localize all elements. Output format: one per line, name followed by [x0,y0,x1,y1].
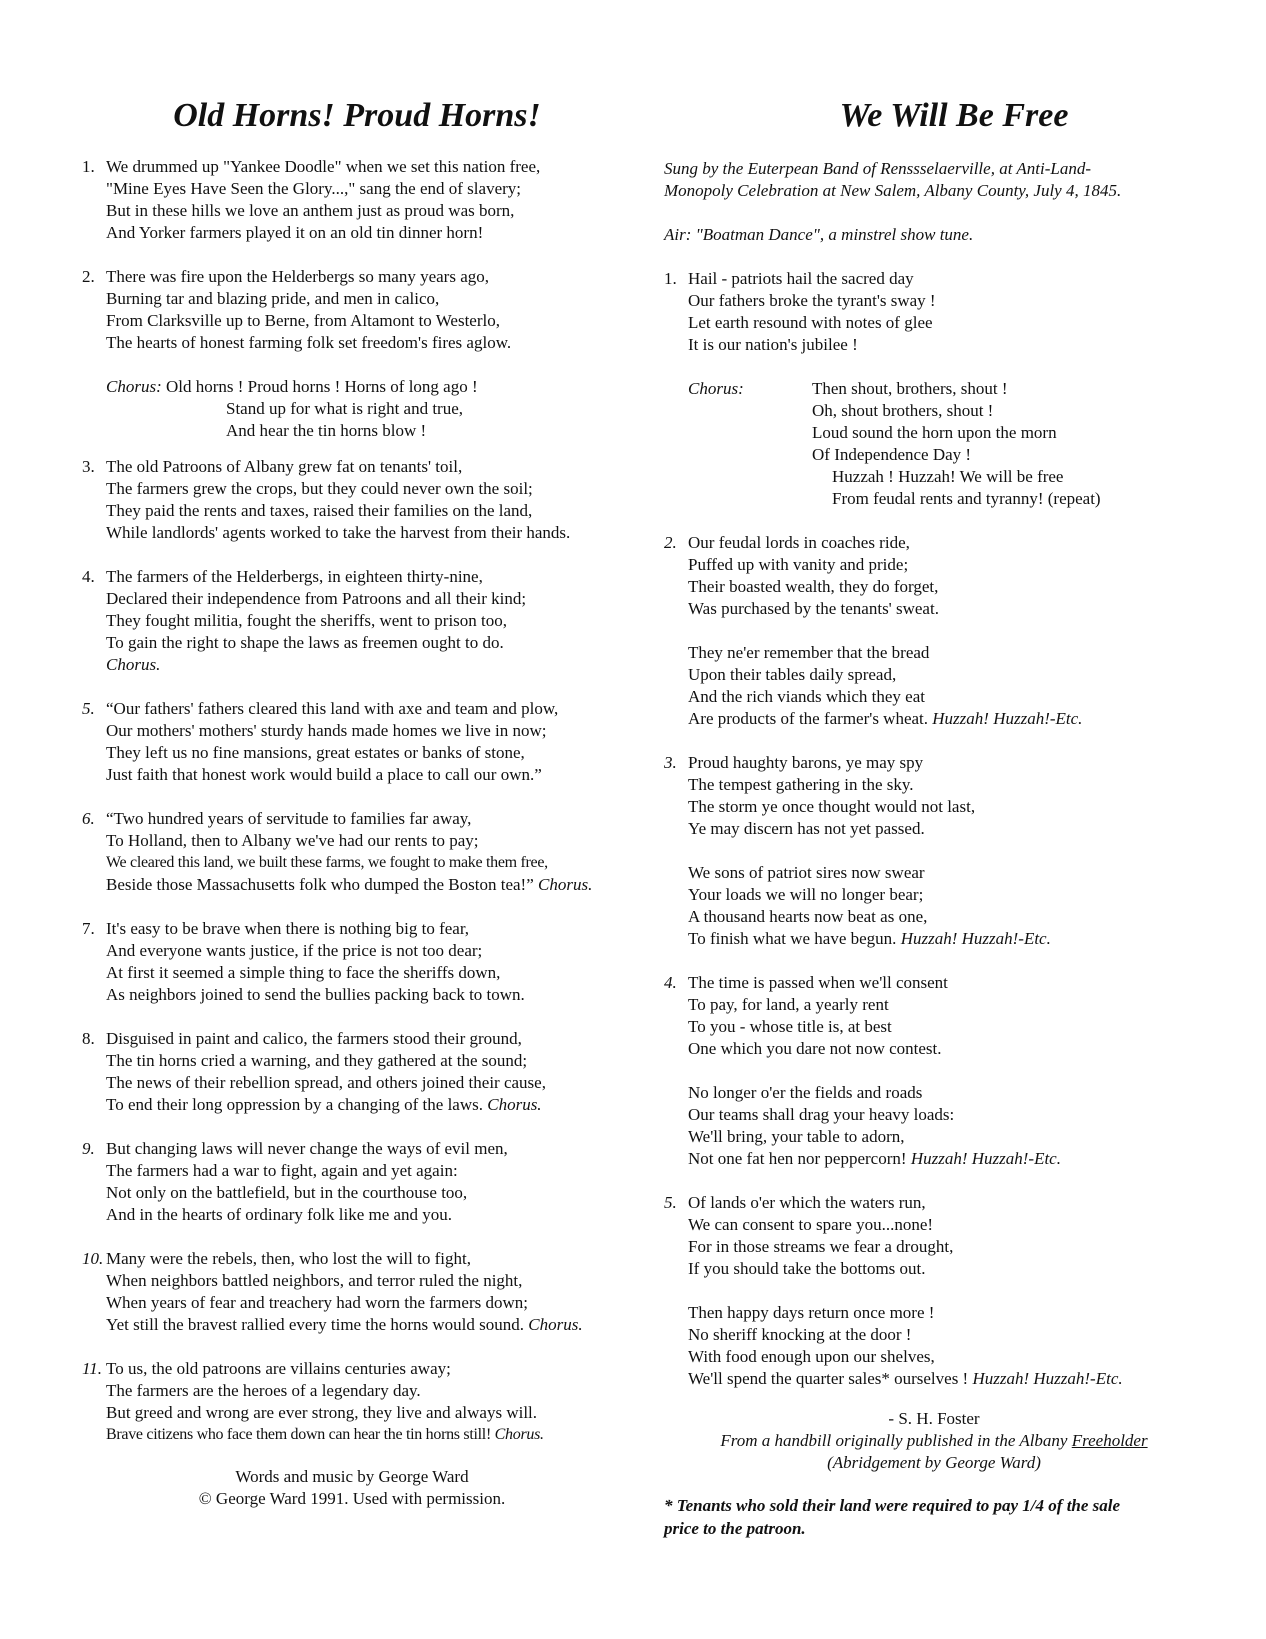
verse-9: 9. But changing laws will never change the ways of evil men, The farmers had a war to fight, again and yet again: Not only on the battlefield, but in the courthouse too, And in the hearts of ordinary folk like me and you. [82,1139,508,1224]
refrain-cue: Huzzah! Huzzah!-Etc. [910,1149,1061,1168]
footnote: * Tenants who sold their land were required to pay 1/4 of the sale price to the patroon. [664,1496,1121,1538]
refrain-cue: Huzzah! Huzzah!-Etc. [932,709,1083,728]
chorus-cue: Chorus. [106,655,161,674]
chorus-label: Chorus: [106,377,162,396]
verse-4: 4. The farmers of the Helderbergs, in eighteen thirty-nine, Declared their independence from Patroons and all their kind; They fought militia, fought the sheriffs, went to prison too, To gain the right to shape the laws as freemen ought to do. Chorus. [82,566,622,676]
left-column [82,96,622,1510]
chorus-cue: Chorus. [528,1315,583,1334]
chorus-cue: Chorus. [487,1095,542,1114]
chorus-cue: Chorus. [538,875,593,894]
verse-8: 8. Disguised in paint and calico, the farmers stood their ground, The tin horns cried a warning, and they gathered at the sound; The news of their rebellion spread, and others joined their cause, To end their long oppression by a changing of the laws. Chorus. [82,1029,546,1114]
verse-7: 7. It's easy to be brave when there is nothing big to fear, And everyone wants justice, if the price is not too dear; At first it seemed a simple thing to face the sheriffs down, As neighbors joined to send the bullies packing back to town. [82,919,525,1004]
song-title: Old Horns! Proud Horns! [173,97,541,134]
attribution: - S. H. Foster From a handbill originally published in the Albany Freeholder (Abridgement by George Ward) [720,1409,1148,1472]
chorus: Chorus: Then shout, brothers, shout ! Oh, shout brothers, shout ! Loud sound the horn upon the morn Of Independence Day ! Huzzah ! Huzzah! We will be free From feudal rents and tyranny! (repeat) [688,379,1101,508]
song-title: We Will Be Free [839,97,1069,134]
chorus-cue: Chorus. [494,1426,544,1443]
verse-2: 2. There was fire upon the Helderbergs so many years ago, Burning tar and blazing pride, and men in calico, From Clarksville up to Berne, from Altamont to Westerlo, The hearts of honest farming folk set freedom's fires aglow. [82,267,512,352]
verse-1: 1. Hail - patriots hail the sacred day Our fathers broke the tyrant's sway ! Let earth resound with notes of glee It is our nation's jubilee ! [664,269,936,354]
verse-3: 3. The old Patroons of Albany grew fat on tenants' toil, The farmers grew the crops, but they could never own the soil; They paid the rents and taxes, raised their families on the land, While landlords' agents worked to take the harvest from their hands. [82,457,571,542]
verse-2: 2. Our feudal lords in coaches ride, Puffed up with vanity and pride; Their boasted wealth, they do forget, Was purchased by the tenants' sweat. They ne'er remember that the bread Upon their tables daily spread, And the rich viands which they eat Are products of the farmer's wheat. Huzzah! Huzzah!-Etc. [664,533,1083,728]
verse-4: 4. The time is passed when we'll consent To pay, for land, a yearly rent To you - whose title is, at best One which you dare not now contest. No longer o'er the fields and roads Our teams shall drag your heavy loads: We'll bring, your table to adorn, Not one fat hen nor peppercorn! Huzzah! Huzzah!-Etc. [664,973,1061,1168]
right-column [664,96,1204,1540]
verse-3: 3. Proud haughty barons, ye may spy The tempest gathering in the sky. The storm ye once thought would not last, Ye may discern has not yet passed. We sons of patriot sires now swear Your loads we will no longer bear; A thousand hearts now beat as one, To finish what we have begun. Huzzah! Huzzah!-Etc. [664,753,1051,948]
verse-6: 6. “Two hundred years of servitude to families far away, To Holland, then to Albany we've had our rents to pay; We cleared this land, we built these farms, we fought to make them free, Beside those Massachusetts folk who dumped the Boston tea!” Chorus. [82,809,593,894]
chorus-label: Chorus: [688,379,744,398]
verse-5: 5. Of lands o'er which the waters run, We can consent to spare you...none! For in those streams we fear a drought, If you should take the bottoms out. Then happy days return once more ! No sheriff knocking at the door ! With food enough upon our shelves, We'll spend the quarter sales* ourselves ! Huzzah! Huzzah!-Etc. [664,1193,1123,1388]
song-intro: Sung by the Euterpean Band of Renssselaerville, at Anti-Land- Monopoly Celebration at New Salem, Albany County, July 4, 1845. [664,159,1122,200]
refrain-cue: Huzzah! Huzzah!-Etc. [900,929,1051,948]
verse-5: 5. “Our fathers' fathers cleared this land with axe and team and plow, Our mothers' mothers' sturdy hands made homes we live in now; They left us no fine mansions, great estates or banks of stone, Just faith that honest work would build a place to call our own.” [82,699,559,784]
chorus: Chorus: Old horns ! Proud horns ! Horns of long ago ! Stand up for what is right and true, And hear the tin horns blow ! [106,377,478,440]
verse-10: 10. Many were the rebels, then, who lost the will to fight, When neighbors battled neighbors, and terror ruled the night, When years of fear and treachery had worn the farmers down; Yet still the bravest rallied every time the horns would sound. Chorus. [82,1249,583,1334]
verse-11: 11. To us, the old patroons are villains centuries away; The farmers are the heroes of a legendary day. But greed and wrong are ever strong, they live and always will. Brave citizens who face them down can hear the tin horns still! Chorus. [82,1359,544,1443]
air-note: Air: "Boatman Dance", a minstrel show tune. [664,225,974,244]
credit: Words and music by George Ward © George Ward 1991. Used with permission. [198,1467,506,1508]
refrain-cue: Huzzah! Huzzah!-Etc. [972,1369,1123,1388]
verse-1: 1. We drummed up "Yankee Doodle" when we set this nation free, "Mine Eyes Have Seen the Glory...," sang the end of slavery; But in these hills we love an anthem just as proud was born, And Yorker farmers played it on an old tin dinner horn! [82,157,541,242]
